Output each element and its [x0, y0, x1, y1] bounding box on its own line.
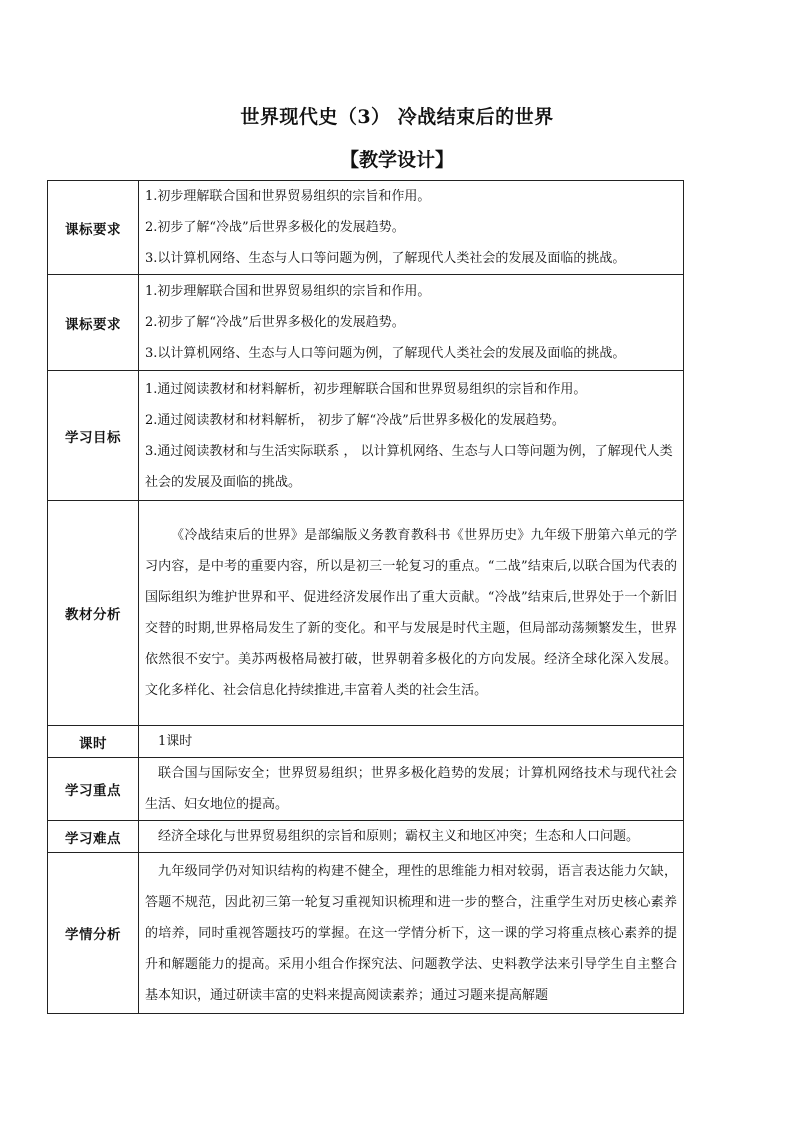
- row-content: [139, 275, 684, 371]
- teaching-design-table: [47, 180, 684, 1014]
- table-row: [48, 853, 684, 1014]
- content-paragraph: 经济全球化与世界贸易组织的宗旨和原则；霸权主义和地区冲突；生态和人口问题。: [158, 829, 640, 844]
- row-content: [139, 726, 684, 758]
- row-label: 课标要求: [48, 181, 139, 275]
- content-paragraph: 联合国与国际安全；世界贸易组织；世界多极化趋势的发展；计算机网络技术与现代社会生活、妇女地位的提高。: [145, 766, 677, 812]
- row-label: 课标要求: [48, 275, 139, 371]
- content-line: 1.通过阅读教材和材料解析，初步理解联合国和世界贸易组织的宗旨和作用。: [145, 381, 587, 397]
- row-label: 教材分析: [48, 501, 139, 726]
- table-row: [48, 275, 684, 371]
- row-content: [139, 181, 684, 275]
- table-row: [48, 821, 684, 853]
- content-line: 1.初步理解联合国和世界贸易组织的宗旨和作用。: [145, 284, 431, 299]
- row-content: [139, 501, 684, 726]
- content-paragraph: 九年级同学仍对知识结构的构建不健全，理性的思维能力相对较弱，语言表达能力欠缺，答题不规范，因此初三第一轮复习重视知识梳理和进一步的整合，注重学生对历史核心素养的培养，同时重视答题技巧的掌握。在这一学情分析下，这一课的学习将重点核心素养的提升和解题能力的提高。采用小组合作探究法、问题教学法、史料教学法来引导学生自主整合基本知识，通过研读丰富的史料来提高阅读素养；通过习题来提高解题: [145, 863, 677, 1003]
- row-content: [139, 821, 684, 853]
- row-content: [139, 758, 684, 821]
- table-row: [48, 726, 684, 758]
- row-label: 课时: [48, 726, 139, 758]
- table-row: [48, 501, 684, 726]
- content-line: 3.通过阅读教材和与生活实际联系 ， 以计算机网络、生态与人口等问题为例，了解现代人类社会的发展及面临的挑战。: [145, 443, 673, 490]
- row-label: 学习目标: [48, 371, 139, 501]
- table-row: [48, 758, 684, 821]
- table-row: [48, 371, 684, 501]
- row-label: 学习重点: [48, 758, 139, 821]
- content-line: 2.初步了解“冷战”后世界多极化的发展趋势。: [145, 220, 405, 235]
- content-line: 2.初步了解“冷战”后世界多极化的发展趋势。: [145, 315, 405, 330]
- row-label: 学情分析: [48, 853, 139, 1014]
- row-label: 学习难点: [48, 821, 139, 853]
- content-line: 3.以计算机网络、生态与人口等问题为例，了解现代人类社会的发展及面临的挑战。: [145, 346, 626, 361]
- row-content: [139, 371, 684, 501]
- table-row: [48, 181, 684, 275]
- content-paragraph: 《冷战结束后的世界》是部编版义务教育教科书《世界历史》九年级下册第六单元的学习内容，是中考的重要内容，所以是初三一轮复习的重点。“二战”结束后,以联合国为代表的国际组织为维护世界和平、促进经济发展作出了重大贡献。“冷战”结束后,世界处于一个新旧交替的时期,世界格局发生了新的变化。和平与发展是时代主题，但局部动荡频繁发生，世界依然很不安宁。美苏两极格局被打破，世界朝着多极化的方向发展。经济全球化深入发展。文化多样化、社会信息化持续推进,丰富着人类的社会生活。: [145, 528, 677, 698]
- content-line: 3.以计算机网络、生态与人口等问题为例，了解现代人类社会的发展及面临的挑战。: [145, 251, 626, 266]
- document-title: 世界现代史（3） 冷战结束后的世界: [240, 106, 554, 128]
- row-content: [139, 853, 684, 1014]
- content-paragraph: 1课时: [158, 734, 193, 749]
- content-line: 2.通过阅读教材和材料解析， 初步了解“冷战”后世界多极化的发展趋势。: [145, 412, 565, 428]
- section-heading: 【教学设计】: [339, 149, 454, 171]
- content-line: 1.初步理解联合国和世界贸易组织的宗旨和作用。: [145, 189, 431, 204]
